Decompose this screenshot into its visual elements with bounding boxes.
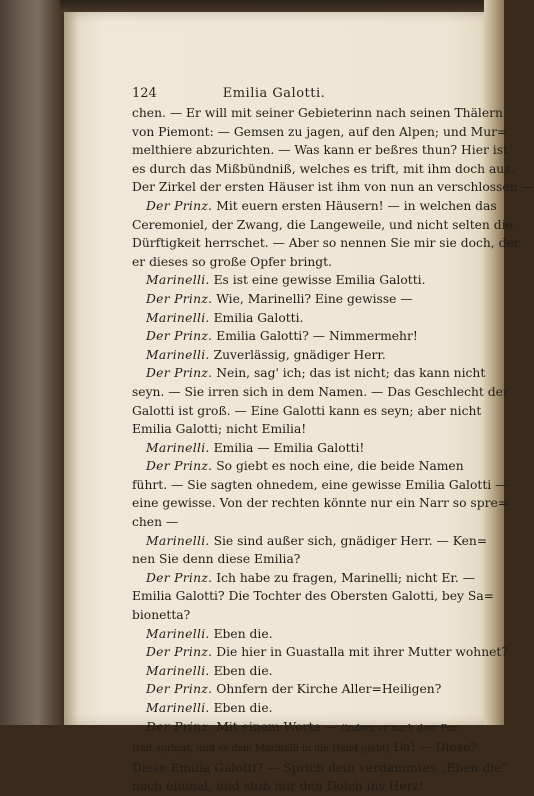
line-text: von Piemont: — Gemsen zu jagen, auf den Alpen; und Mur= xyxy=(132,124,508,139)
text-line xyxy=(132,738,477,759)
line-text: noch einmal, und stoß mir den Dolch ins Herz! xyxy=(132,779,424,794)
text-line xyxy=(132,662,469,681)
text-line xyxy=(132,439,469,458)
line-text: Emilia Galotti. xyxy=(213,310,304,325)
line-text: eine gewisse. Von der rechten könnte nur ein Narr so spre= xyxy=(132,496,509,511)
line-text: Ich habe zu fragen, Marinelli; nicht Er. — xyxy=(216,570,475,585)
line-text: Wie, Marinelli? Eine gewisse — xyxy=(216,291,413,306)
line-text: Emilia Galotti? — Nimmermehr! xyxy=(216,329,418,344)
text-line xyxy=(132,699,469,718)
text-line xyxy=(132,532,488,551)
line-text: Emilia — Emilia Galotti! xyxy=(213,440,365,455)
speaker-name: Der Prinz. xyxy=(146,291,213,306)
line-text: melthiere abzurichten. — Was kann er beßres thun? Hier ist xyxy=(132,143,508,158)
line-text: es durch das Mißbündniß, welches es trift, mit ihm doch aus. xyxy=(132,161,515,176)
line-text: führt. — Sie sagten ohnedem, eine gewisse Emilia Galotti — xyxy=(132,477,508,492)
line-text: bionetta? xyxy=(132,608,191,623)
text-line xyxy=(132,216,513,235)
speaker-name: Marinelli. xyxy=(146,440,210,455)
line-text: Eben die. xyxy=(213,663,273,678)
book-spine xyxy=(0,0,64,725)
speaker-name: Der Prinz. xyxy=(146,329,213,344)
speaker-name: Der Prinz. xyxy=(146,366,213,381)
line-text: Ceremoniel, der Zwang, die Langeweile, und nicht selten die xyxy=(132,217,513,232)
speaker-name: Der Prinz. xyxy=(146,570,213,585)
text-line xyxy=(132,513,469,532)
line-text: Es ist eine gewisse Emilia Galotti. xyxy=(213,273,426,288)
text-line xyxy=(132,476,508,495)
text-line xyxy=(132,457,469,476)
speaker-name: Der Prinz. xyxy=(146,682,213,697)
text-line xyxy=(132,643,508,662)
text-line xyxy=(132,271,469,290)
line-text: Dürftigkeit herrschet. — Aber so nennen Sie mir sie doch, der xyxy=(132,236,520,251)
line-text: chen — xyxy=(132,515,179,530)
line-text: Zuverlässig, gnädiger Herr. xyxy=(213,347,386,362)
line-text: Nein, sag' ich; das ist nicht; das kann nicht xyxy=(216,366,486,381)
speaker-name: Der Prinz. xyxy=(146,198,213,213)
text-line xyxy=(132,606,469,625)
line-text: Diese Emilia Galotti? — Sprich dein verdammtes „Eben die“ xyxy=(132,760,508,775)
text-line xyxy=(132,402,482,421)
text-line xyxy=(132,290,469,309)
line-text: So giebt es noch eine, die beide Namen xyxy=(216,459,464,474)
line-text: Emilia Galotti? Die Tochter des Obersten Galotti, bey Sa= xyxy=(132,589,494,604)
line-text: Galotti ist groß. — Eine Galotti kann es seyn; aber nicht xyxy=(132,403,482,418)
speaker-name: Der Prinz. xyxy=(146,459,213,474)
text-line xyxy=(132,253,469,272)
text-line xyxy=(132,569,475,588)
speaker-name: Marinelli. xyxy=(146,347,210,362)
text-line xyxy=(132,141,508,160)
text-line xyxy=(132,234,520,253)
text-line xyxy=(132,625,469,644)
speaker-name: Der Prinz. xyxy=(146,645,213,660)
page-body xyxy=(132,104,534,796)
text-line xyxy=(132,104,503,123)
line-text: Sie sind außer sich, gnädiger Herr. — Ken= xyxy=(213,533,488,548)
line-text: Die hier in Guastalla mit ihrer Mutter wohnet? xyxy=(216,645,508,660)
speaker-name: Marinelli. xyxy=(146,310,210,325)
speaker-name: Marinelli. xyxy=(146,273,210,288)
speaker-name: Marinelli. xyxy=(146,701,210,715)
text-line xyxy=(132,777,469,796)
speaker-name: Marinelli. xyxy=(146,533,210,548)
text-line xyxy=(132,420,469,439)
text-line xyxy=(132,327,469,346)
text-line xyxy=(132,197,497,216)
page-number: 124 xyxy=(132,86,157,101)
text-line xyxy=(132,383,509,402)
book-page xyxy=(64,12,534,794)
text-line xyxy=(132,178,534,197)
line-text: Mit einem Worte — xyxy=(216,719,338,734)
text-line xyxy=(132,587,494,606)
text-line xyxy=(132,364,486,383)
speaker-name: Marinelli. xyxy=(146,626,210,641)
running-head: Emilia Galotti. xyxy=(222,86,326,101)
text-line xyxy=(132,550,469,569)
stage-direction: (indem er nach dem Por. xyxy=(341,722,460,734)
line-text: Eben die. xyxy=(213,701,273,715)
speaker-name: Der Prinz. xyxy=(146,719,213,734)
text-line xyxy=(132,494,509,513)
text-line xyxy=(132,680,469,699)
speaker-name: Marinelli. xyxy=(146,663,210,678)
line-text: Der Zirkel der ersten Häuser ist ihm von nun an verschlossen — xyxy=(132,180,534,195)
text-line xyxy=(132,160,515,179)
line-text: Mit euern ersten Häusern! — in welchen das xyxy=(216,198,497,213)
line-text: seyn. — Sie irren sich in dem Namen. — Das Geschlecht der xyxy=(132,384,509,399)
text-line xyxy=(132,123,508,142)
line-text: Da! — Diese? xyxy=(393,740,477,755)
line-text: chen. — Er will mit seiner Gebieterinn nach seinen Thälern xyxy=(132,106,503,120)
line-text: Eben die. xyxy=(213,626,273,641)
line-text: nen Sie denn diese Emilia? xyxy=(132,552,301,567)
text-line xyxy=(132,346,469,365)
page-header xyxy=(64,86,484,104)
text-line xyxy=(132,759,508,778)
line-text: Emilia Galotti; nicht Emilia! xyxy=(132,422,307,437)
line-text: Ohnfern der Kirche Aller=Heiligen? xyxy=(216,682,442,697)
line-text: er dieses so große Opfer bringt. xyxy=(132,254,333,269)
text-line xyxy=(132,718,469,739)
text-line xyxy=(132,309,469,328)
stage-direction: trait springt, und es dem Marinelli in die Hand giebt) xyxy=(132,743,390,755)
